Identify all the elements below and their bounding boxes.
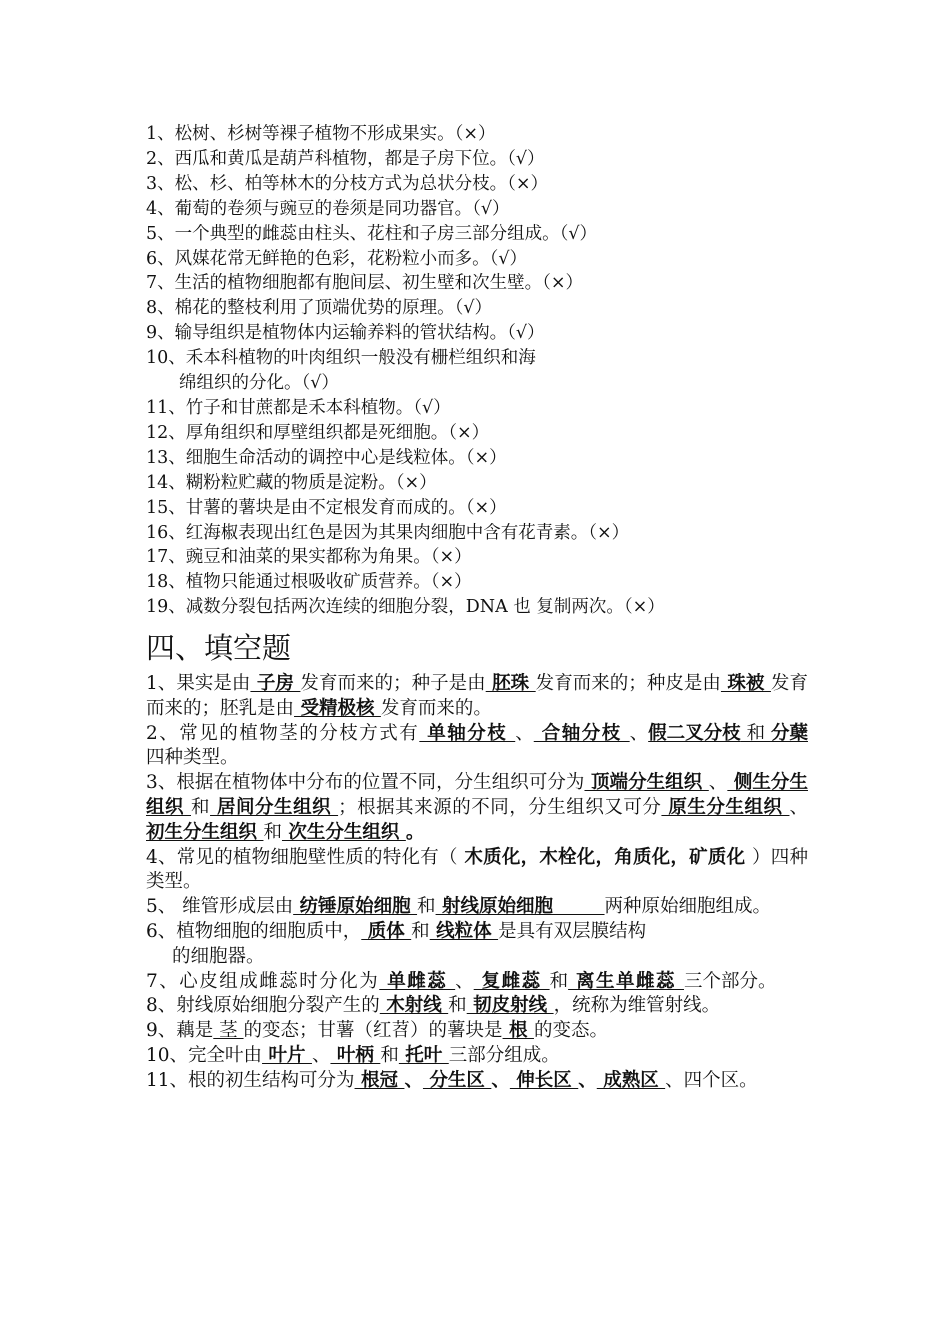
question-text: ）四种类型。 xyxy=(146,846,808,893)
question-text: 的变态。 xyxy=(533,1020,608,1042)
question-text: 两种原始细胞组成。 xyxy=(604,896,772,918)
answer-blank: 假二叉分枝 xyxy=(648,722,741,744)
answer-blank: 根 xyxy=(502,1020,534,1042)
question-text: 和 xyxy=(448,995,467,1017)
answer-blank: 原生分生组织 xyxy=(661,796,790,818)
question-text: 、 xyxy=(515,722,534,744)
question-text: 10、完全叶由 xyxy=(146,1044,263,1066)
tf-item: 7、生活的植物细胞都有胞间层、初生壁和次生壁。（×） xyxy=(146,273,584,294)
question-text: 四种类型。 xyxy=(146,747,239,769)
question-text: 、 xyxy=(708,772,728,794)
question-line xyxy=(146,920,808,945)
answer-blank: 分蘖 xyxy=(770,722,808,744)
answer-blank: 离生单雌蕊 xyxy=(568,970,684,992)
tf-item: 4、葡萄的卷须与豌豆的卷须是同功器官。（√） xyxy=(146,198,510,219)
question-text: 、四个区。 xyxy=(665,1069,758,1091)
answer-blank: 初生分生组织 xyxy=(146,821,264,843)
answer-blank: 次生分生组织 xyxy=(281,821,406,843)
answer-blank: 子房 xyxy=(250,673,301,694)
question-text: 9、藕是 xyxy=(146,1020,214,1042)
answer-blank: 珠被 xyxy=(720,673,771,694)
answer-blank: 分生区 xyxy=(422,1069,492,1091)
question-text: 4、常见的植物细胞壁性质的特化有（ xyxy=(146,846,458,868)
fill-question-11 xyxy=(146,1069,808,1094)
question-text: ，统称为维管射线。 xyxy=(553,995,721,1017)
answer-blank: 叶柄 xyxy=(330,1044,381,1066)
answer-blank: 木射线 xyxy=(379,995,449,1017)
tf-item: 15、甘薯的薯块是由不定根发育而成的。（×） xyxy=(146,497,507,518)
fill-question-10 xyxy=(146,1044,808,1069)
question-text: 、 xyxy=(491,1069,510,1091)
tf-item: 18、植物只能通过根吸收矿质营养。（×） xyxy=(146,572,472,593)
fill-question-9 xyxy=(146,1019,808,1044)
answer-blank: 居间分生组织 xyxy=(210,796,339,818)
answer-blank: 复雌蕊 xyxy=(473,970,550,992)
question-text: 和 xyxy=(380,1044,399,1066)
question-text: 3、根据在植物体中分布的位置不同，分生组织可分为 xyxy=(146,772,585,794)
answer-blank: 质体 xyxy=(361,920,412,942)
question-text: 发育而来的；种皮是由 xyxy=(535,673,721,694)
question-text: 7、心皮组成雌蕊时分化为 xyxy=(146,970,380,992)
answer-blank: 叶片 xyxy=(262,1044,312,1066)
tf-item: 8、棉花的整枝利用了顶端优势的原理。（√） xyxy=(146,298,493,319)
question-text: 的细胞器。 xyxy=(172,945,265,967)
answer-blank: 成熟区 xyxy=(596,1069,666,1091)
question-text: 发育而来的。 xyxy=(380,697,492,719)
tf-item: 17、豌豆和油菜的果实都称为角果。（×） xyxy=(146,547,472,568)
question-text: 、 xyxy=(629,722,649,744)
question-text: 和 xyxy=(191,796,211,818)
answer-blank: 单雌蕊 xyxy=(379,970,456,992)
tf-item: 6、风媒花常无鲜艳的色彩，花粉粒小而多。（√） xyxy=(146,248,528,269)
fill-question-3 xyxy=(146,771,808,845)
question-text: 2、常见的植物茎的分枝方式有 xyxy=(146,722,420,744)
question-text: 发育而来的；种子是由 xyxy=(300,673,486,694)
answer-blank: 伸长区 xyxy=(509,1069,579,1091)
tf-item: 5、一个典型的雌蕊由柱头、花柱和子房三部分组成。（√） xyxy=(146,223,598,244)
question-text: 是具有双层膜结构 xyxy=(498,920,647,942)
fill-question-8 xyxy=(146,994,808,1019)
question-text: 。 xyxy=(405,821,425,843)
tf-item: 9、输导组织是植物体内运输养料的管状结构。（√） xyxy=(146,323,545,344)
question-text: 5、 维管形成层由 xyxy=(146,896,294,918)
tf-item-continuation: 绵组织的分化。（√） xyxy=(179,373,339,394)
fill-question-7 xyxy=(146,970,808,995)
question-text: 和 xyxy=(417,896,436,918)
answer-blank: 木质化，木栓化，角质化，矿质化 xyxy=(457,846,753,868)
tf-item: 16、红海椒表现出红色是因为其果肉细胞中含有花青素。（×） xyxy=(146,522,630,543)
question-text: 和 xyxy=(549,970,569,992)
question-text: 1、果实是由 xyxy=(146,673,251,694)
answer-blank: 合轴分枝 xyxy=(533,722,630,744)
question-text: 11、根的初生结构可分为 xyxy=(146,1069,355,1091)
answer-blank: 受精极核 xyxy=(294,697,381,719)
tf-item: 2、西瓜和黄瓜是葫芦科植物，都是子房下位。（√） xyxy=(146,148,545,169)
answer-blank: 托叶 xyxy=(398,1044,449,1066)
section-heading: 四、填空题 xyxy=(146,631,292,665)
question-text: 、 xyxy=(789,796,808,818)
answer-blank: 线粒体 xyxy=(429,920,499,942)
question-text: ；根据其来源的不同，分生组织又可分 xyxy=(338,796,662,818)
answer-blank: 韧皮射线 xyxy=(466,995,554,1017)
fill-question-6 xyxy=(146,920,808,970)
tf-item: 1、松树、杉树等裸子植物不形成果实。（×） xyxy=(146,124,496,144)
question-text: 、 xyxy=(578,1069,597,1091)
question-text: 和 xyxy=(740,722,771,744)
tf-item: 10、禾本科植物的叶肉组织一般没有栅栏组织和海 xyxy=(146,348,536,369)
question-text: 、 xyxy=(311,1044,331,1066)
answer-blank: 射线原始细胞 xyxy=(435,896,605,918)
answer-blank: 侧生分生组织 xyxy=(146,772,808,818)
question-text: 8、射线原始细胞分裂产生的 xyxy=(146,995,380,1017)
tf-item: 13、细胞生命活动的调控中心是线粒体。（×） xyxy=(146,447,507,468)
question-text: 发育而来的；胚乳是由 xyxy=(146,673,808,719)
tf-item: 11、竹子和甘蔗都是禾本科植物。（√） xyxy=(146,397,451,418)
question-text: 的变态；甘薯（红苕）的薯块是 xyxy=(243,1020,503,1042)
answer-blank: 茎 xyxy=(213,1020,244,1042)
question-text: 和 xyxy=(411,920,430,942)
fill-in-blank-list xyxy=(146,672,808,1094)
question-text: 、 xyxy=(404,1069,423,1091)
answer-blank: 顶端分生组织 xyxy=(584,772,709,794)
true-false-list xyxy=(146,122,826,620)
fill-question-1 xyxy=(146,672,808,722)
tf-item: 12、厚角组织和厚壁组织都是死细胞。（×） xyxy=(146,422,490,443)
question-text: 和 xyxy=(263,821,282,843)
answer-blank: 单轴分枝 xyxy=(419,722,516,744)
question-text: 、 xyxy=(455,970,474,992)
answer-blank: 胚珠 xyxy=(485,673,536,694)
question-text: 三部分组成。 xyxy=(448,1044,560,1066)
tf-item: 14、糊粉粒贮藏的物质是淀粉。（×） xyxy=(146,472,437,493)
question-text: 三个部分。 xyxy=(683,970,777,992)
answer-blank: 根冠 xyxy=(354,1069,405,1091)
fill-question-2 xyxy=(146,722,808,772)
fill-question-4 xyxy=(146,846,808,896)
question-text: 6、植物细胞的细胞质中， xyxy=(146,920,362,942)
fill-question-5 xyxy=(146,895,808,920)
tf-item: 3、松、杉、柏等林木的分枝方式为总状分枝。（×） xyxy=(146,173,549,194)
tf-item: 19、减数分裂包括两次连续的细胞分裂，DNA 也 复制两次。（×） xyxy=(146,597,665,618)
answer-blank: 纺锤原始细胞 xyxy=(293,896,418,918)
